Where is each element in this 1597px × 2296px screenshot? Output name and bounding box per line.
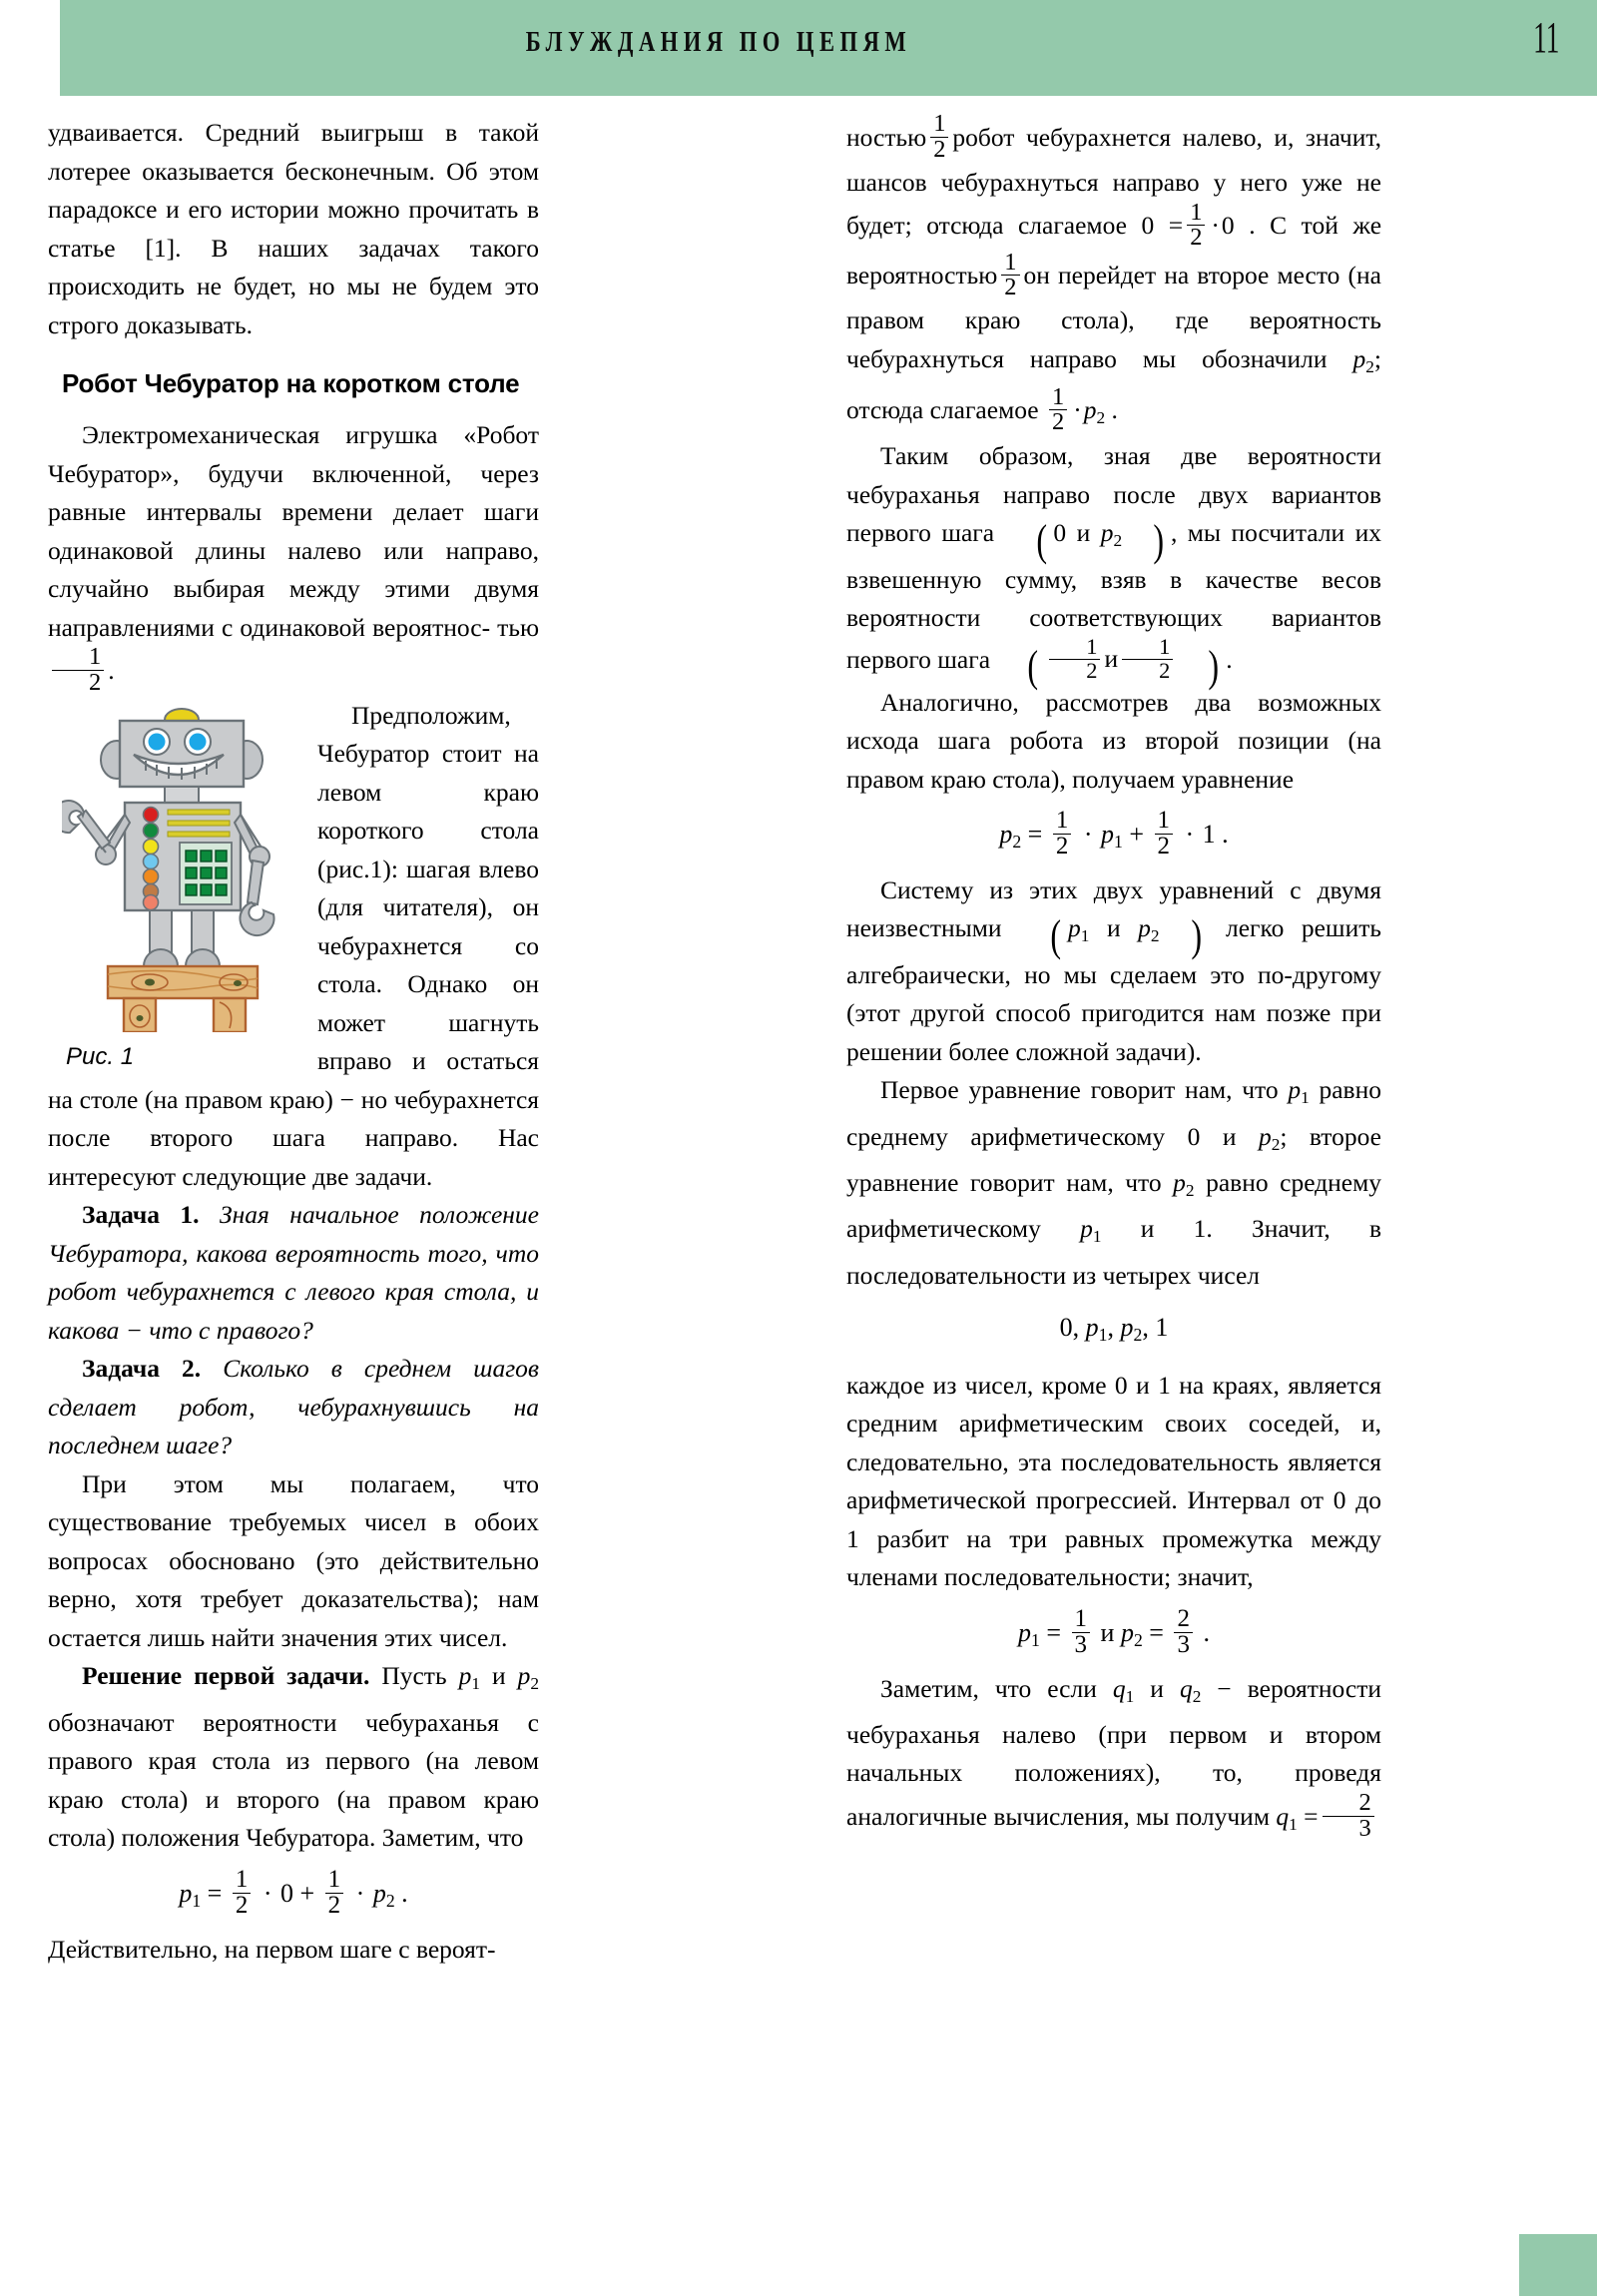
seq-p1: $p_1$: [1085, 1313, 1108, 1346]
r-text-b2: , мы посчитали их взвешенную сумму, взяв в качестве весов вероятности соответствующих вариантов первого шага: [846, 518, 1382, 674]
fraction-1-2-r5: $\frac{1}{2}$: [1049, 636, 1100, 682]
r-text-e5: и 1. Значит, в последовательности из четырех чисел: [846, 1214, 1382, 1290]
plus-sign: +: [299, 1878, 315, 1908]
fraction-1-3: $\frac{1}{3}$: [1072, 1607, 1090, 1658]
var-q2: $q_2$: [1179, 1673, 1202, 1706]
term-p1-e2: $p_1$: [1101, 820, 1123, 852]
var-p1: $p_1$: [458, 1661, 480, 1694]
paragraph-toy-text-b: тью: [497, 612, 539, 642]
r-text-g1: Заметим, что если: [880, 1673, 1097, 1703]
seq-p2: $p_2$: [1120, 1313, 1143, 1346]
paragraph-right-g: [846, 1670, 1381, 1844]
var-p2-e3: $p_2$: [1173, 1168, 1195, 1200]
paragraph-right-f: каждое из чисел, кроме 0 и 1 на краях, является средним арифметическим своих соседей, и, следовательно, эта последовательность является арифметической прогрессией. Интервал от 0 до 1 разбит на три равных промежутка между членами последовательности; значит,: [846, 1370, 1381, 1592]
r-text-a3: С той же вероятностью: [846, 211, 1382, 290]
equation-values: $p_1$ = $\frac{1}{3}$ и $p_2$ = $\frac{2}{3}$ .: [1018, 1604, 1210, 1658]
figure-robot: [62, 703, 301, 1077]
period-a: .: [401, 1878, 408, 1908]
paragraph-right-c: Аналогично, рассмотрев два возможных исхода шага робота из второй позиции (на правом краю стола), получаем уравнение: [846, 687, 1381, 794]
fraction-1-2-e2b: $\frac{1}{2}$: [1155, 809, 1173, 860]
term-one-e2: 1: [1202, 820, 1216, 850]
paragraph-right-d: [846, 871, 1381, 1071]
page-body: [0, 96, 1597, 2296]
fraction-one-half: $\frac{1}{2}$: [52, 645, 104, 695]
inline-equation-zero: 0 = $\frac{1}{2}$ ·0 .: [1141, 198, 1256, 252]
r-text-d1: Систему из этих двух уравнений с двумя неизвестными: [846, 874, 1381, 943]
paragraph-right-e: [846, 1071, 1381, 1295]
r-text-d2: легко решить алгебраически, но мы сделаем это по-другому (этот другой способ пригодится нам позже при решении более сложной задачи).: [846, 913, 1381, 1066]
paragraph-existence: При этом мы полагаем, что существование требуемых чисел в обоих вопросах обосновано (это действительно верно, хотя требует доказательства); нам остается лишь найти значения этих чисел.: [48, 1468, 539, 1652]
running-title: БЛУЖДАНИЯ ПО ЦЕПЯМ: [525, 26, 912, 58]
paren-close-1: ): [1153, 514, 1165, 565]
paragraph-right-b: [846, 437, 1382, 691]
r-text-a4: он перейдет на второе место (на правом краю стола), где вероятность чебурахнуться направо мы обозначили: [846, 261, 1381, 373]
r-text-e2: равно среднему арифметическому 0 и: [846, 1075, 1381, 1151]
term-p2: $p_2$: [372, 1878, 395, 1911]
equals-sign: =: [207, 1878, 223, 1908]
paragraph-continued: удваивается. Средний выигрыш в такой лотерее оказывается бесконечным. Об этом парадоксе и его истории можно прочитать в статье [1]. В наших задачах такого происходить не будет, но мы не будем это строго доказывать.: [48, 118, 539, 339]
paragraph-task-2: [48, 1350, 539, 1465]
task-1-text: Зная начальное положение Чебуратора, какова вероятность того, что робот чебурахнется с левого края стола, и какова − что с правого?: [48, 1200, 539, 1345]
r-text-g2: − вероятности чебураханья налево (при первом и втором начальных положениях), то, проведя аналогичные вычисления, мы получим: [846, 1673, 1381, 1831]
fraction-1-2-b: $\frac{1}{2}$: [325, 1868, 343, 1919]
fraction-1-2-a: $\frac{1}{2}$: [233, 1868, 251, 1919]
paragraph-toy-text-c: .: [108, 655, 115, 685]
paragraph-toy: [48, 416, 539, 697]
eq3-p2: $p_2$: [1120, 1617, 1143, 1650]
multiply-dot-b: ·: [355, 1878, 365, 1908]
sequence-line: 0, $p_1$, $p_2$, 1: [1059, 1313, 1169, 1346]
paren-open-3: (: [1050, 909, 1062, 960]
section-heading: Робот Чебуратор на коротком столе: [62, 368, 520, 398]
figure-caption: Рис. 1: [66, 1042, 135, 1070]
task-1-label: Задача 1.: [82, 1200, 200, 1230]
r-text-b1: Таким образом, зная две вероятности чебураханья направо после двух вариантов первого шага: [846, 441, 1381, 548]
r-text-a5: ; отсюда слагаемое: [846, 343, 1381, 425]
r-text-e1: Первое уравнение говорит нам, что: [880, 1075, 1279, 1105]
solution-text-b: обозначают вероятности чебураханья с правого края стола из первого (на левом краю стола) и второго (на правом краю стола) положения Чебуратора. Заметим, что: [48, 1707, 539, 1853]
paragraph-task-1: [48, 1196, 539, 1350]
r-text-e4: равно среднему арифметическому: [846, 1168, 1382, 1244]
right-column: [846, 110, 1382, 1844]
equation-p2: $p_2$ = $\frac{1}{2}$ · $p_1$ + $\frac{1}{2}$ · 1 .: [999, 807, 1229, 861]
page-number: 11: [1532, 13, 1559, 62]
g-equals: =: [1304, 1801, 1319, 1831]
left-column: [48, 114, 539, 1969]
equation-p1-lhs: $p_1$: [179, 1878, 202, 1911]
r-text-e3: ; второе уравнение говорит нам, что: [846, 1121, 1381, 1198]
fraction-1-2-e2a: $\frac{1}{2}$: [1053, 809, 1071, 860]
inline-equation-half-p2: $\frac{1}{2}$ $\cdot p_2$ .: [1045, 395, 1118, 424]
paren-group-2: ( $\frac{1}{2}$ и $\frac{1}{2}$ ): [996, 644, 1226, 673]
term-zero: 0: [280, 1878, 293, 1908]
paragraph-toy-text-a: Электромеханическая игрушка «Робот Чебуратор», будучи включенной, через равные интервалы времени делает шаги одинаковой длины налево или направо, случайно выбирая между этими двумя направлениями с одинаковой вероятнос-: [48, 420, 539, 642]
paragraph-suppose: Предположим, Чебуратор стоит на левом краю короткого стола (рис.1): шагая влево (для читателя), он чебурахнется со стола. Однако он может шагнуть вправо и остаться на столе (на правом краю) − но чебурахнется после второго шага направо. Нас интересуют следующие две задачи.: [48, 700, 539, 1191]
fraction-1-2-r1: $\frac{1}{2}$: [930, 112, 948, 162]
paragraph-solution-first: [48, 1657, 539, 1857]
solution-text-a: Пусть: [381, 1661, 447, 1691]
equation-p1: [48, 1866, 539, 1921]
paren-open-2: (: [1027, 640, 1039, 691]
equation-p2-lhs: $p_2$: [999, 820, 1022, 852]
var-p1-e: $p_1$: [1288, 1075, 1310, 1108]
paren-group-3: ( $p_1$ и $p_2$ ): [1019, 913, 1208, 942]
task-2-text: Сколько в среднем шагов сделает робот, чебурахнувшись на последнем шаге?: [48, 1354, 539, 1460]
fraction-1-2-r4: $\frac{1}{2}$: [1049, 385, 1067, 435]
multiply-dot-a: ·: [263, 1878, 272, 1908]
var-q1: $q_1$: [1112, 1673, 1135, 1706]
fraction-1-2-r2: $\frac{1}{2}$: [1187, 201, 1205, 251]
var-p2-e: $p_2$: [1258, 1121, 1281, 1154]
var-p2-inline: $p_2$: [1352, 343, 1374, 376]
eq3-p1: $p_1$: [1018, 1617, 1040, 1650]
fraction-2-3-final: $\frac{2}{3}$: [1323, 1791, 1374, 1841]
solution-and: и: [491, 1661, 506, 1691]
paren-close-2: ): [1208, 640, 1220, 691]
fraction-1-2-r3: $\frac{1}{2}$: [1001, 251, 1019, 300]
r-text-a2: робот чебурахнется налево, и, значит, шансов чебурахнуться направо у него уже не будет; отсюда слагаемое: [846, 122, 1381, 241]
task-2-label: Задача 2.: [82, 1354, 202, 1384]
solution-label: Решение первой задачи.: [82, 1661, 370, 1691]
var-q1-final: $q_1$: [1276, 1801, 1298, 1834]
corner-accent-square: [1519, 2234, 1597, 2296]
paragraph-right-a: [846, 110, 1382, 437]
fraction-2-3: $\frac{2}{3}$: [1174, 1607, 1192, 1658]
fraction-1-2-r6: $\frac{1}{2}$: [1122, 636, 1173, 682]
robot-illustration: [62, 703, 301, 1032]
r-text-b3: .: [1226, 644, 1233, 674]
paren-open-1: (: [1035, 514, 1047, 565]
var-p2: $p_2$: [517, 1661, 539, 1694]
g-and: и: [1150, 1673, 1164, 1703]
r-text-a1: ностью: [846, 122, 927, 152]
paren-group-1: ( 0 и $p_2$ ): [1005, 518, 1171, 547]
paragraph-indeed: Действительно, на первом шаге с вероят-: [48, 1934, 496, 1964]
paren-close-3: ): [1190, 909, 1202, 960]
header-left-margin: [0, 0, 60, 96]
var-p1-e4: $p_1$: [1080, 1214, 1102, 1247]
